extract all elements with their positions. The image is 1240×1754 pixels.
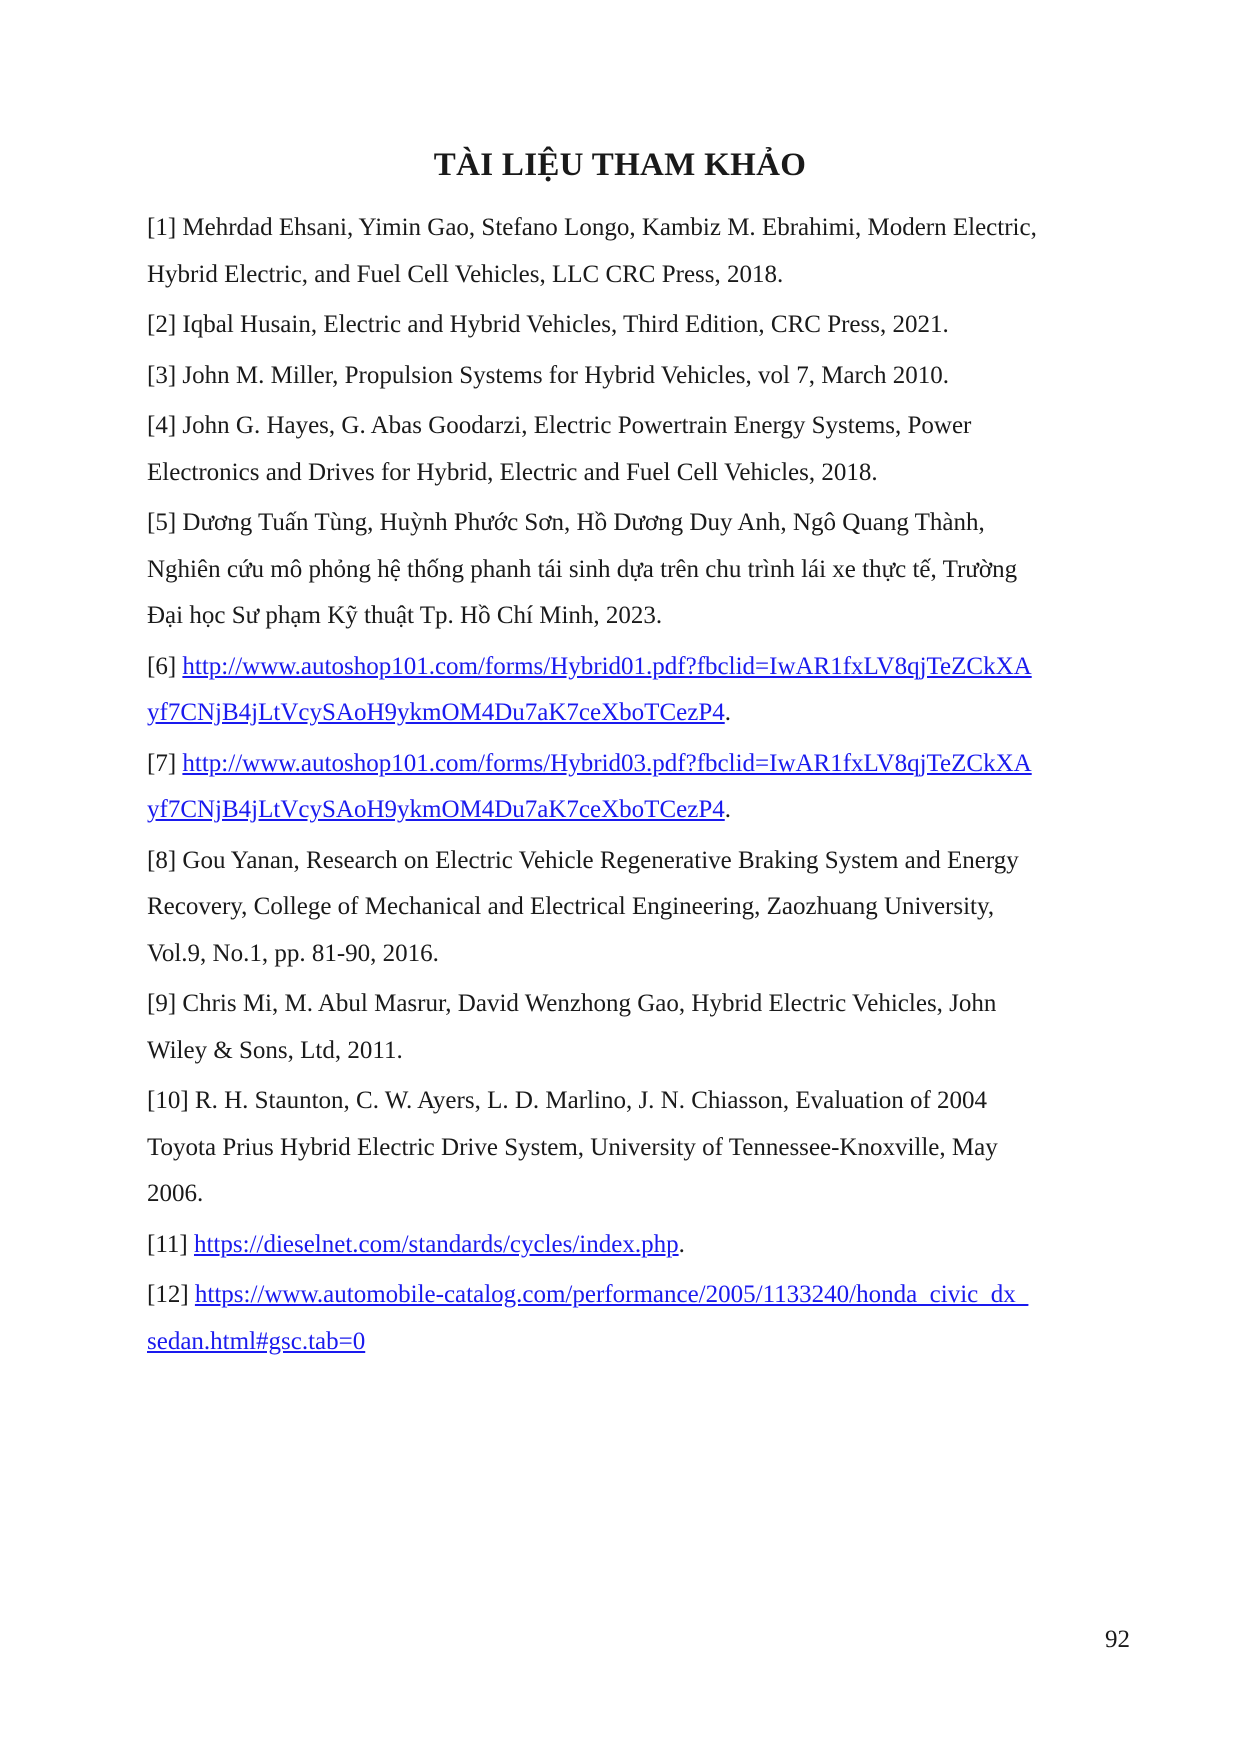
page-title: TÀI LIỆU THAM KHẢO bbox=[433, 147, 807, 183]
reference-text-line: Chris Mi, M. Abul Masrur, David Wenzhong Gao, Hybrid Electric Vehicles, John bbox=[182, 990, 997, 1017]
page-number: 92 bbox=[1105, 1626, 1130, 1653]
reference-text-line: Hybrid Electric, and Fuel Cell Vehicles, LLC CRC Press, 2018. bbox=[147, 260, 784, 288]
reference-item bbox=[147, 1272, 1127, 1365]
reference-text-line: John G. Hayes, G. Abas Goodarzi, Electric Powertrain Energy Systems, Power bbox=[182, 412, 972, 439]
reference-suffix: . bbox=[678, 1230, 685, 1258]
reference-text-line: Iqbal Husain, Electric and Hybrid Vehicles, Third Edition, CRC Press, 2021. bbox=[182, 311, 949, 338]
reference-item bbox=[147, 1078, 1127, 1218]
reference-text-line: Mehrdad Ehsani, Yimin Gao, Stefano Longo, Kambiz M. Ebrahimi, Modern Electric, bbox=[182, 214, 1037, 241]
reference-item bbox=[147, 981, 1127, 1074]
reference-link[interactable]: http://www.autoshop101.com/forms/Hybrid03.pdf?fbclid=IwAR1fxLV8qjTeZCkXA bbox=[182, 749, 1032, 777]
reference-number: [7] bbox=[147, 749, 177, 777]
reference-item bbox=[147, 353, 1127, 400]
reference-number: [4] bbox=[147, 412, 177, 439]
reference-number: [9] bbox=[147, 990, 177, 1017]
reference-text-line: Vol.9, No.1, pp. 81-90, 2016. bbox=[147, 939, 439, 967]
reference-link[interactable]: yf7CNjB4jLtVcySAoH9ykmOM4Du7aK7ceXboTCezP4 bbox=[147, 796, 725, 823]
reference-link[interactable]: yf7CNjB4jLtVcySAoH9ykmOM4Du7aK7ceXboTCezP4 bbox=[147, 699, 725, 726]
reference-text-line: Electronics and Drives for Hybrid, Electric and Fuel Cell Vehicles, 2018. bbox=[147, 458, 878, 486]
reference-text-line: Toyota Prius Hybrid Electric Drive System, University of Tennessee-Knoxville, May bbox=[147, 1133, 998, 1161]
reference-number: [11] bbox=[147, 1230, 188, 1258]
reference-number: [12] bbox=[147, 1281, 189, 1308]
reference-text-line: John M. Miller, Propulsion Systems for Hybrid Vehicles, vol 7, March 2010. bbox=[182, 361, 949, 389]
reference-text-line: Gou Yanan, Research on Electric Vehicle Regenerative Braking System and Energy bbox=[182, 846, 1019, 874]
reference-link[interactable]: https://dieselnet.com/standards/cycles/index.php bbox=[193, 1230, 679, 1258]
reference-item bbox=[147, 838, 1127, 978]
reference-number: [8] bbox=[147, 846, 177, 874]
reference-item bbox=[147, 500, 1127, 640]
reference-list bbox=[147, 205, 1127, 1369]
reference-item bbox=[147, 644, 1127, 737]
reference-text-line: Nghiên cứu mô phỏng hệ thống phanh tái sinh dựa trên chu trình lái xe thực tế, Trường bbox=[147, 555, 1018, 583]
reference-number: [1] bbox=[147, 214, 177, 241]
reference-link[interactable]: http://www.autoshop101.com/forms/Hybrid01.pdf?fbclid=IwAR1fxLV8qjTeZCkXA bbox=[182, 652, 1032, 680]
reference-item bbox=[147, 302, 1127, 349]
reference-item bbox=[147, 403, 1127, 496]
reference-number: [5] bbox=[147, 509, 177, 536]
reference-number: [2] bbox=[147, 311, 177, 338]
reference-suffix: . bbox=[724, 699, 731, 726]
reference-item bbox=[147, 1222, 1127, 1269]
reference-text-line: Recovery, College of Mechanical and Electrical Engineering, Zaozhuang University, bbox=[147, 893, 995, 920]
reference-item bbox=[147, 741, 1127, 834]
reference-text-line: Dương Tuấn Tùng, Huỳnh Phước Sơn, Hồ Dương Duy Anh, Ngô Quang Thành, bbox=[182, 509, 985, 536]
reference-link[interactable]: https://www.automobile-catalog.com/performance/2005/1133240/honda_civic_dx_ bbox=[194, 1281, 1029, 1308]
reference-number: [10] bbox=[147, 1087, 189, 1114]
reference-text-line: R. H. Staunton, C. W. Ayers, L. D. Marlino, J. N. Chiasson, Evaluation of 2004 bbox=[194, 1087, 988, 1114]
reference-suffix: . bbox=[724, 796, 731, 823]
reference-number: [3] bbox=[147, 361, 177, 389]
reference-text-line: Wiley & Sons, Ltd, 2011. bbox=[147, 1036, 403, 1064]
reference-number: [6] bbox=[147, 652, 177, 680]
reference-text-line: 2006. bbox=[147, 1180, 204, 1207]
reference-item bbox=[147, 205, 1127, 298]
reference-text-line: Đại học Sư phạm Kỹ thuật Tp. Hồ Chí Minh, 2023. bbox=[147, 602, 663, 629]
reference-link[interactable]: sedan.html#gsc.tab=0 bbox=[147, 1327, 366, 1355]
